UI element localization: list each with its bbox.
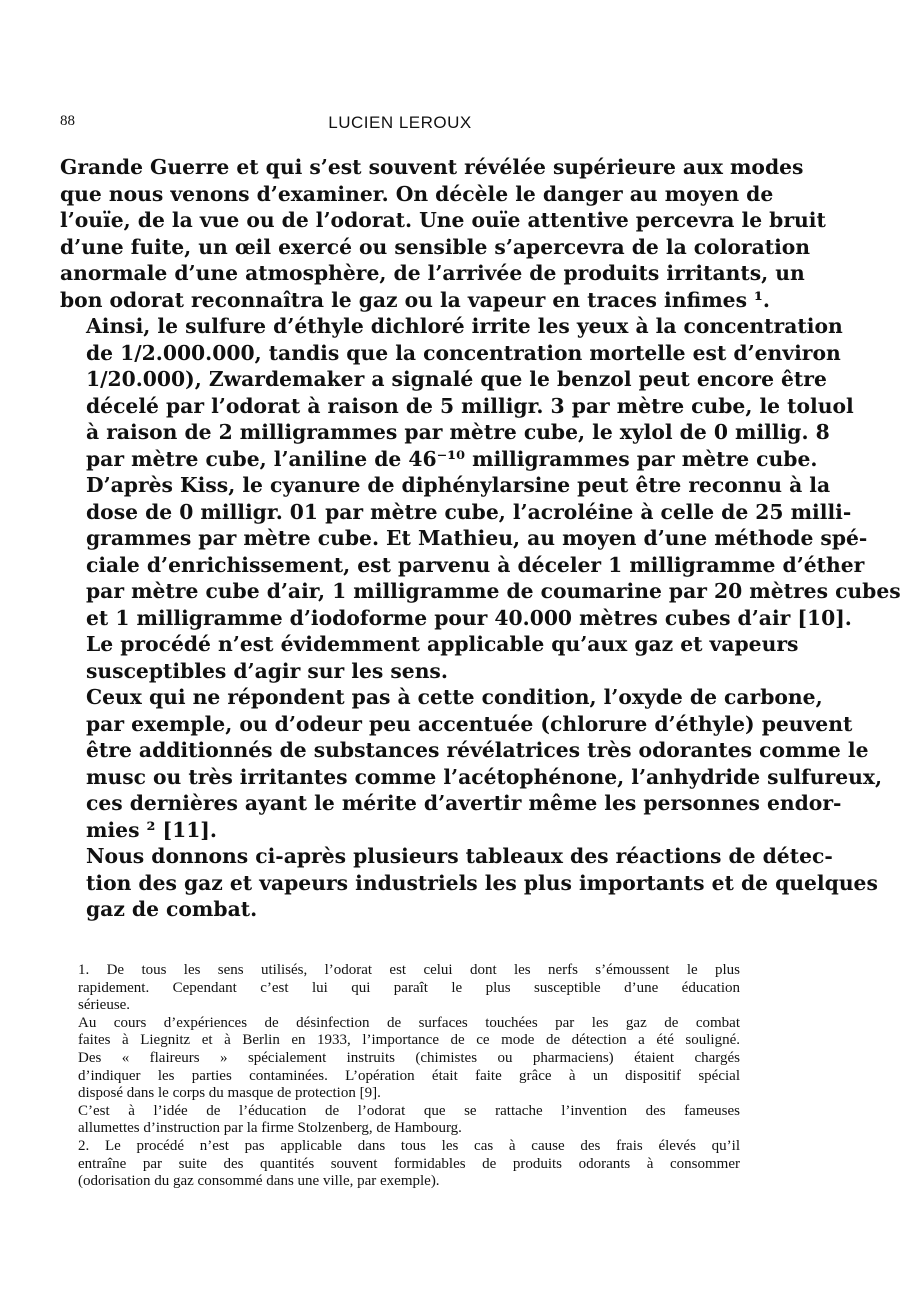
text-line: ces dernières ayant le mérite d’avertir même les personnes endor- — [86, 791, 842, 815]
text-line: 1. De tous les sens utilisés, l’odorat est celui dont les nerfs s’émoussent le plus — [78, 962, 740, 978]
text-line: Ainsi, le sulfure d’éthyle dichloré irrite les yeux à la concentration — [86, 314, 843, 338]
text-line: Des « flaireurs » spécialement instruits (chimistes ou pharmaciens) étaient chargés — [78, 1049, 740, 1066]
text-line: entraîne par suite des quantités souvent formidables de produits odorants à consommer — [78, 1155, 740, 1172]
text-line: être additionnés de substances révélatrices très odorantes comme le — [86, 738, 869, 762]
text-line: à raison de 2 milligrammes par mètre cube, le xylol de 0 millig. 8 — [86, 420, 830, 444]
text-line: gaz de combat. — [86, 897, 258, 921]
text-line: D’après Kiss, le cyanure de diphénylarsine peut être reconnu à la — [86, 473, 831, 497]
footnote-1 — [60, 962, 740, 1015]
text-line: et 1 milligramme d’iodoforme pour 40.000 mètres cubes d’air [10]. — [86, 605, 852, 630]
text-line: Ceux qui ne répondent pas à cette condition, l’oxyde de carbone, — [86, 685, 823, 709]
text-line: Nous donnons ci-après plusieurs tableaux des réactions de détec- — [86, 844, 833, 868]
page-number: 88 — [60, 113, 75, 129]
text-line: de 1/2.000.000, tandis que la concentration mortelle est d’environ — [86, 340, 841, 365]
paragraph-2 — [60, 313, 901, 684]
text-line: 2. Le procédé n’est pas applicable dans tous les cas à cause des frais élevés qu’il — [78, 1137, 740, 1154]
text-line: dose de 0 milligr. 01 par mètre cube, l’acroléine à celle de 25 milli- — [86, 499, 852, 524]
text-line: décelé par l’odorat à raison de 5 milligr. 3 par mètre cube, le toluol — [86, 393, 854, 418]
text-line: ciale d’enrichissement, est parvenu à déceler 1 milligramme d’éther — [86, 552, 865, 577]
text-line: Grande Guerre et qui s’est souvent révélée supérieure aux modes — [60, 155, 804, 179]
text-line: C’est à l’idée de l’éducation de l’odorat que se rattache l’invention des fameuses — [78, 1102, 740, 1119]
footnotes — [60, 962, 740, 1191]
text-line: que nous venons d’examiner. On décèle le danger au moyen de — [60, 181, 774, 206]
page-header — [60, 113, 740, 139]
text-line: disposé dans le corps du masque de protection [9]. — [78, 1085, 381, 1102]
text-line: bon odorat reconnaîtra le gaz ou la vapeur en traces infimes ¹. — [60, 287, 770, 312]
paragraph-3 — [60, 684, 882, 843]
text-line: rapidement. Cependant c’est lui qui paraît le plus susceptible d’une éducation — [78, 979, 740, 996]
text-line: d’indiquer les parties contaminées. L’opération était faite grâce à un dispositif spécial — [78, 1067, 740, 1084]
text-line: mies ² [11]. — [86, 817, 217, 842]
paragraph-4 — [60, 843, 878, 923]
text-line: anormale d’une atmosphère, de l’arrivée de produits irritants, un — [60, 261, 805, 285]
text-line: sérieuse. — [78, 997, 131, 1014]
paragraph-1 — [60, 154, 826, 313]
footnote-1-continued-2 — [60, 1103, 740, 1138]
text-line: par mètre cube, l’aniline de 46⁻¹⁰ milligrammes par mètre cube. — [86, 446, 818, 471]
footnote-1-continued — [60, 1015, 740, 1103]
running-title: LUCIEN LEROUX — [328, 113, 472, 132]
text-line: tion des gaz et vapeurs industriels les plus importants et de quelques — [86, 870, 878, 895]
text-line: faites à Liegnitz et à Berlin en 1933, l’importance de ce mode de détection a été souligné. — [78, 1032, 740, 1049]
text-line: d’une fuite, un œil exercé ou sensible s’apercevra de la coloration — [60, 234, 811, 259]
text-line: grammes par mètre cube. Et Mathieu, au moyen d’une méthode spé- — [86, 526, 868, 550]
text-line: musc ou très irritantes comme l’acétophénone, l’anhydride sulfureux, — [86, 764, 882, 789]
footnote-2 — [60, 1138, 740, 1191]
text-line: Au cours d’expériences de désinfection de surfaces touchées par les gaz de combat — [78, 1014, 740, 1031]
text-line: allumettes d’instruction par la firme Stolzenberg, de Hambourg. — [78, 1120, 462, 1137]
text-line: (odorisation du gaz consommé dans une ville, par exemple). — [78, 1173, 440, 1190]
text-line: l’ouïe, de la vue ou de l’odorat. Une ouïe attentive percevra le bruit — [60, 208, 826, 232]
text-line: Le procédé n’est évidemment applicable qu’aux gaz et vapeurs — [86, 632, 799, 656]
text-line: par exemple, ou d’odeur peu accentuée (chlorure d’éthyle) peuvent — [86, 711, 853, 736]
text-line: susceptibles d’agir sur les sens. — [86, 658, 448, 683]
text-line: 1/20.000), Zwardemaker a signalé que le benzol peut encore être — [86, 367, 827, 391]
text-line: par mètre cube d’air, 1 milligramme de coumarine par 20 mètres cubes — [86, 579, 901, 603]
body-text — [60, 154, 901, 923]
